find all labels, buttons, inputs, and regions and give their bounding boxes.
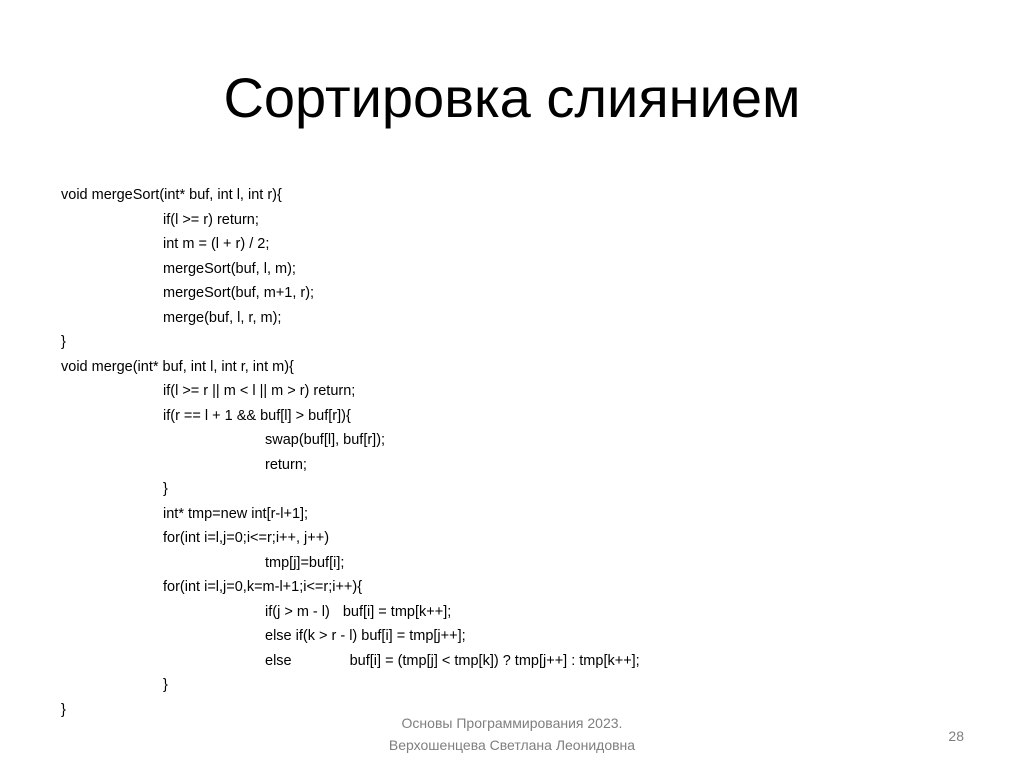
code-text: mergeSort(buf, l, m); [163,260,296,277]
code-listing [61,183,640,722]
code-line [61,624,640,649]
code-text-rest: buf[i] = tmp[k++]; [342,603,452,620]
code-text: swap(buf[l], buf[r]); [265,432,386,448]
slide-title: Сортировка слиянием [223,66,801,129]
code-line [61,575,640,600]
code-text: merge(buf, l, r, m); [163,309,282,326]
code-line [61,404,640,429]
code-line [61,453,640,478]
footer-course: Основы Программирования 2023. [401,715,623,731]
code-line [61,183,640,208]
code-line [61,477,640,502]
code-text: void merge(int* buf, int l, int r, int m){ [61,358,294,375]
code-text: } [61,701,66,718]
code-text: } [163,677,168,693]
code-text: void mergeSort(int* buf, int l, int r){ [61,187,282,203]
code-text-rest: buf[i] = (tmp[j] < tmp[k]) ? tmp[j++] : tmp[k++]; [349,652,640,669]
code-text: for(int i=l,j=0,k=m-l+1;i<=r;i++){ [163,579,363,595]
page-number: 28 [948,728,964,744]
code-line [61,379,640,404]
code-line [61,526,640,551]
code-line [61,428,640,453]
code-text: int* tmp=new int[r-l+1]; [163,505,309,522]
code-text: if(r == l + 1 && buf[l] > buf[r]){ [163,407,351,424]
code-text: mergeSort(buf, m+1, r); [163,285,315,301]
code-text: return; [265,456,307,473]
code-line [61,502,640,527]
code-line [61,551,640,576]
code-text: else [265,652,292,669]
code-text: for(int i=l,j=0;i<=r;i++, j++) [163,530,330,546]
code-line [61,208,640,233]
code-line [61,600,640,625]
code-text: if(l >= r || m < l || m > r) return; [163,383,356,399]
code-text: } [163,481,168,497]
code-text: int m = (l + r) / 2; [163,236,270,252]
slide-footer [312,712,712,756]
code-line [61,673,640,698]
code-text: if(j > m - l) [265,603,330,620]
code-line [61,306,640,331]
code-line [61,330,640,355]
code-line [61,232,640,257]
code-line [61,281,640,306]
code-text: else if(k > r - l) buf[i] = tmp[j++]; [265,628,466,644]
footer-author: Верхошенцева Светлана Леонидовна [388,737,636,753]
code-text: if(l >= r) return; [163,211,259,228]
code-line [61,257,640,282]
code-text: } [61,334,66,350]
code-line [61,355,640,380]
code-text: tmp[j]=buf[i]; [265,554,345,571]
code-line [61,649,640,674]
